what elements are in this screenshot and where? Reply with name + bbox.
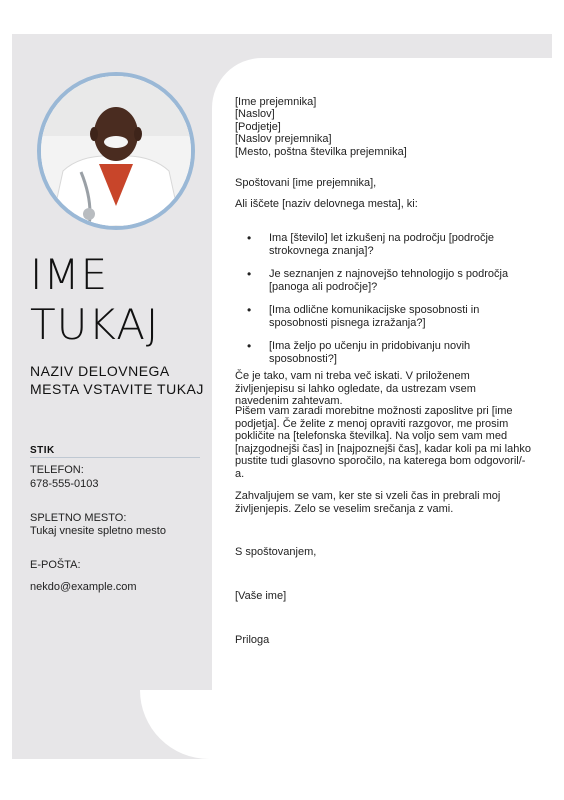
- website-value[interactable]: Tukaj vnesite spletno mesto: [30, 525, 166, 537]
- body-paragraph-3: Zahvaljujem se vam, ker ste si vzeli čas in prebrali moj življenjepis. Zelo se veselim srečanja z vami.: [235, 490, 501, 515]
- name-line-1: IME: [30, 250, 109, 299]
- body-paragraph-1: Če je tako, vam ni treba več iskati. V priloženem življenjepisu si lahko ogledate, da ustrezam vsem navedenim zahtevam.: [235, 370, 476, 407]
- contact-divider: [30, 457, 200, 458]
- email-label: E-POŠTA:: [30, 559, 81, 571]
- phone-label: TELEFON:: [30, 464, 84, 476]
- name-line-2: TUKAJ: [30, 300, 160, 349]
- job-title: [30, 362, 204, 398]
- recipient-company: [Podjetje]: [235, 120, 281, 133]
- profile-photo: [37, 72, 195, 230]
- person-portrait-image: [41, 76, 191, 226]
- intro-line: Ali iščete [naziv delovnega mesta], ki:: [235, 198, 418, 210]
- phone-value[interactable]: 678-555-0103: [30, 478, 99, 490]
- list-item: • Ima [število] let izkušenj na področju [področje strokovnega znanja]?: [243, 232, 533, 258]
- contact-heading: STIK: [30, 445, 55, 456]
- list-item: • [Ima odlične komunikacijske sposobnosti in sposobnosti pisnega izražanja?]: [243, 304, 533, 330]
- signature: [Vaše ime]: [235, 590, 287, 602]
- recipient-name: [Ime prejemnika]: [235, 96, 317, 108]
- list-item: • [Ima željo po učenju in pridobivanju novih sposobnosti?]: [243, 340, 533, 366]
- candidate-name: [30, 250, 159, 350]
- body-paragraph-2: Pišem vam zaradi morebitne možnosti zaposlitve pri [ime podjetja]. Če želite z menoj opraviti razgovor, me prosim pokličite na [telefonska številka]. Na voljo sem vam med [najzgodnejši čas] in [najpoznejši čas], kadar koli pa mi lahko pustite tudi glasovno sporočilo, na katerega bom odgovoril/-a.: [235, 405, 531, 480]
- closing: S spoštovanjem,: [235, 546, 317, 558]
- salutation: Spoštovani [ime prejemnika],: [235, 177, 377, 189]
- enclosure: Priloga: [235, 634, 270, 646]
- recipient-city: [Mesto, poštna številka prejemnika]: [235, 145, 407, 158]
- recipient-address: [235, 96, 407, 158]
- qualification-list: [243, 232, 533, 376]
- job-title-line-1: NAZIV DELOVNEGA: [30, 363, 170, 379]
- website-label: SPLETNO MESTO:: [30, 512, 127, 524]
- list-item: • Je seznanjen z najnovejšo tehnologijo s področja [panoga ali področje]?: [243, 268, 533, 294]
- email-value[interactable]: nekdo@example.com: [30, 581, 137, 593]
- recipient-title: [Naslov]: [235, 108, 275, 121]
- job-title-line-2: MESTA VSTAVITE TUKAJ: [30, 381, 204, 397]
- recipient-street: [Naslov prejemnika]: [235, 133, 332, 146]
